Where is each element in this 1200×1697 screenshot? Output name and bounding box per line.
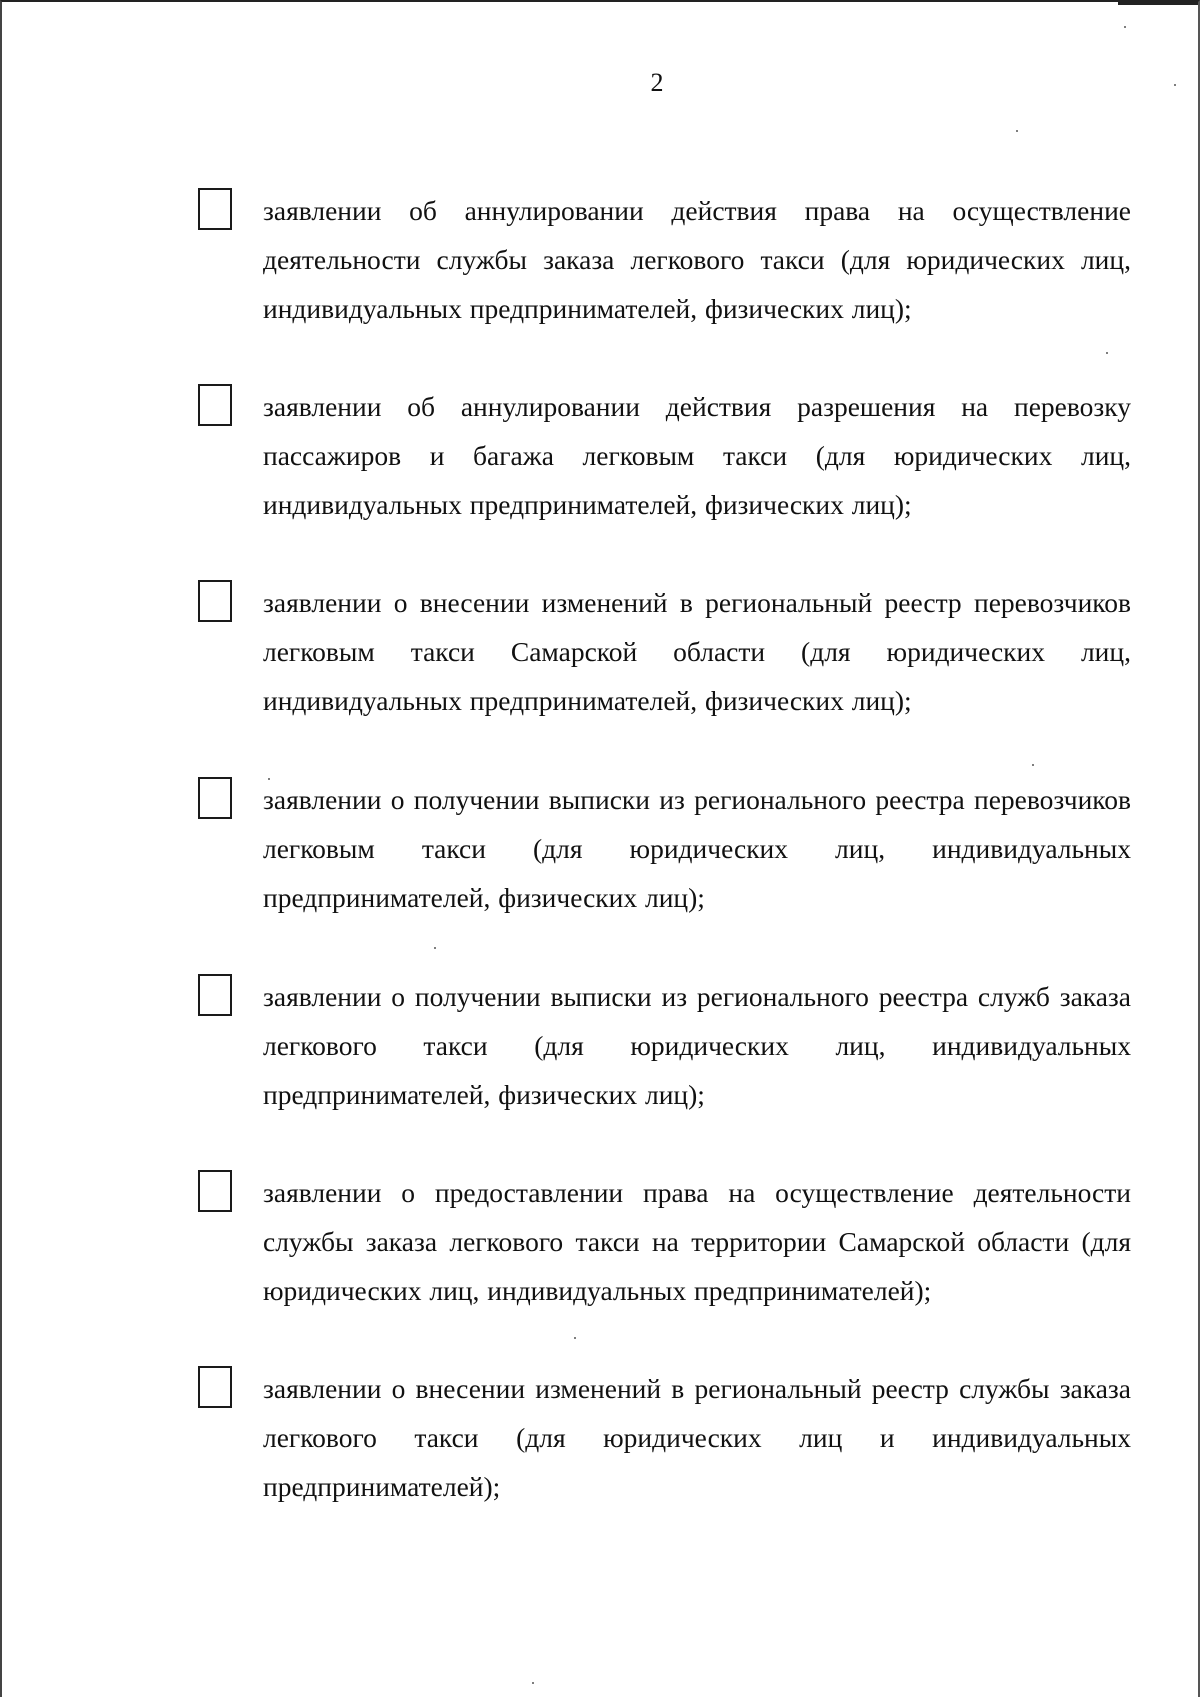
list-item [198,775,1133,935]
list-item-text: заявлении о получении выписки из регионального реестра служб заказа легкового такси (для юридических лиц, индивидуальных предпринимателей, физических лиц); [263,981,1131,1110]
scan-speck [1124,26,1126,28]
list-item [198,382,1133,542]
scan-speck [1174,84,1176,86]
list-item [198,972,1133,1132]
list-item-text: заявлении о внесении изменений в региональный реестр службы заказа легкового такси (для юридических лиц и индивидуальных предпринимателей); [263,1373,1131,1502]
scan-speck [268,778,270,780]
scan-speck [1032,764,1034,766]
checkbox[interactable] [198,777,232,819]
list-item [198,578,1133,738]
list-item [198,1364,1133,1524]
scan-speck [574,1337,576,1339]
checkbox[interactable] [198,580,232,622]
list-item-text: заявлении о получении выписки из регионального реестра перевозчиков легковым такси (для юридических лиц, индивидуальных предпринимателей, физических лиц); [263,784,1131,913]
scan-speck [434,947,436,949]
checkbox[interactable] [198,974,232,1016]
list-item-text: заявлении об аннулировании действия разрешения на перевозку пассажиров и багажа легковым такси (для юридических лиц, индивидуальных предпринимателей, физических лиц); [263,391,1131,520]
list-item-text: заявлении об аннулировании действия права на осуществление деятельности службы заказа легкового такси (для юридических лиц, индивидуальных предпринимателей, физических лиц); [263,195,1131,324]
checkbox[interactable] [198,1366,232,1408]
scan-speck [1016,130,1018,132]
scan-speck [1106,352,1108,354]
list-item [198,1168,1133,1328]
scan-speck [532,1682,534,1684]
list-item [198,186,1133,346]
scan-edge-mark [1118,2,1198,5]
checkbox[interactable] [198,188,232,230]
checkbox[interactable] [198,1170,232,1212]
list-item-text: заявлении о предоставлении права на осуществление деятельности службы заказа легкового такси на территории Самарской области (для юридических лиц, индивидуальных предпринимателей); [263,1177,1131,1306]
page-number: 2 [650,68,664,97]
checkbox[interactable] [198,384,232,426]
list-item-text: заявлении о внесении изменений в региональный реестр перевозчиков легковым такси Самарской области (для юридических лиц, индивидуальных предпринимателей, физических лиц); [263,587,1131,716]
